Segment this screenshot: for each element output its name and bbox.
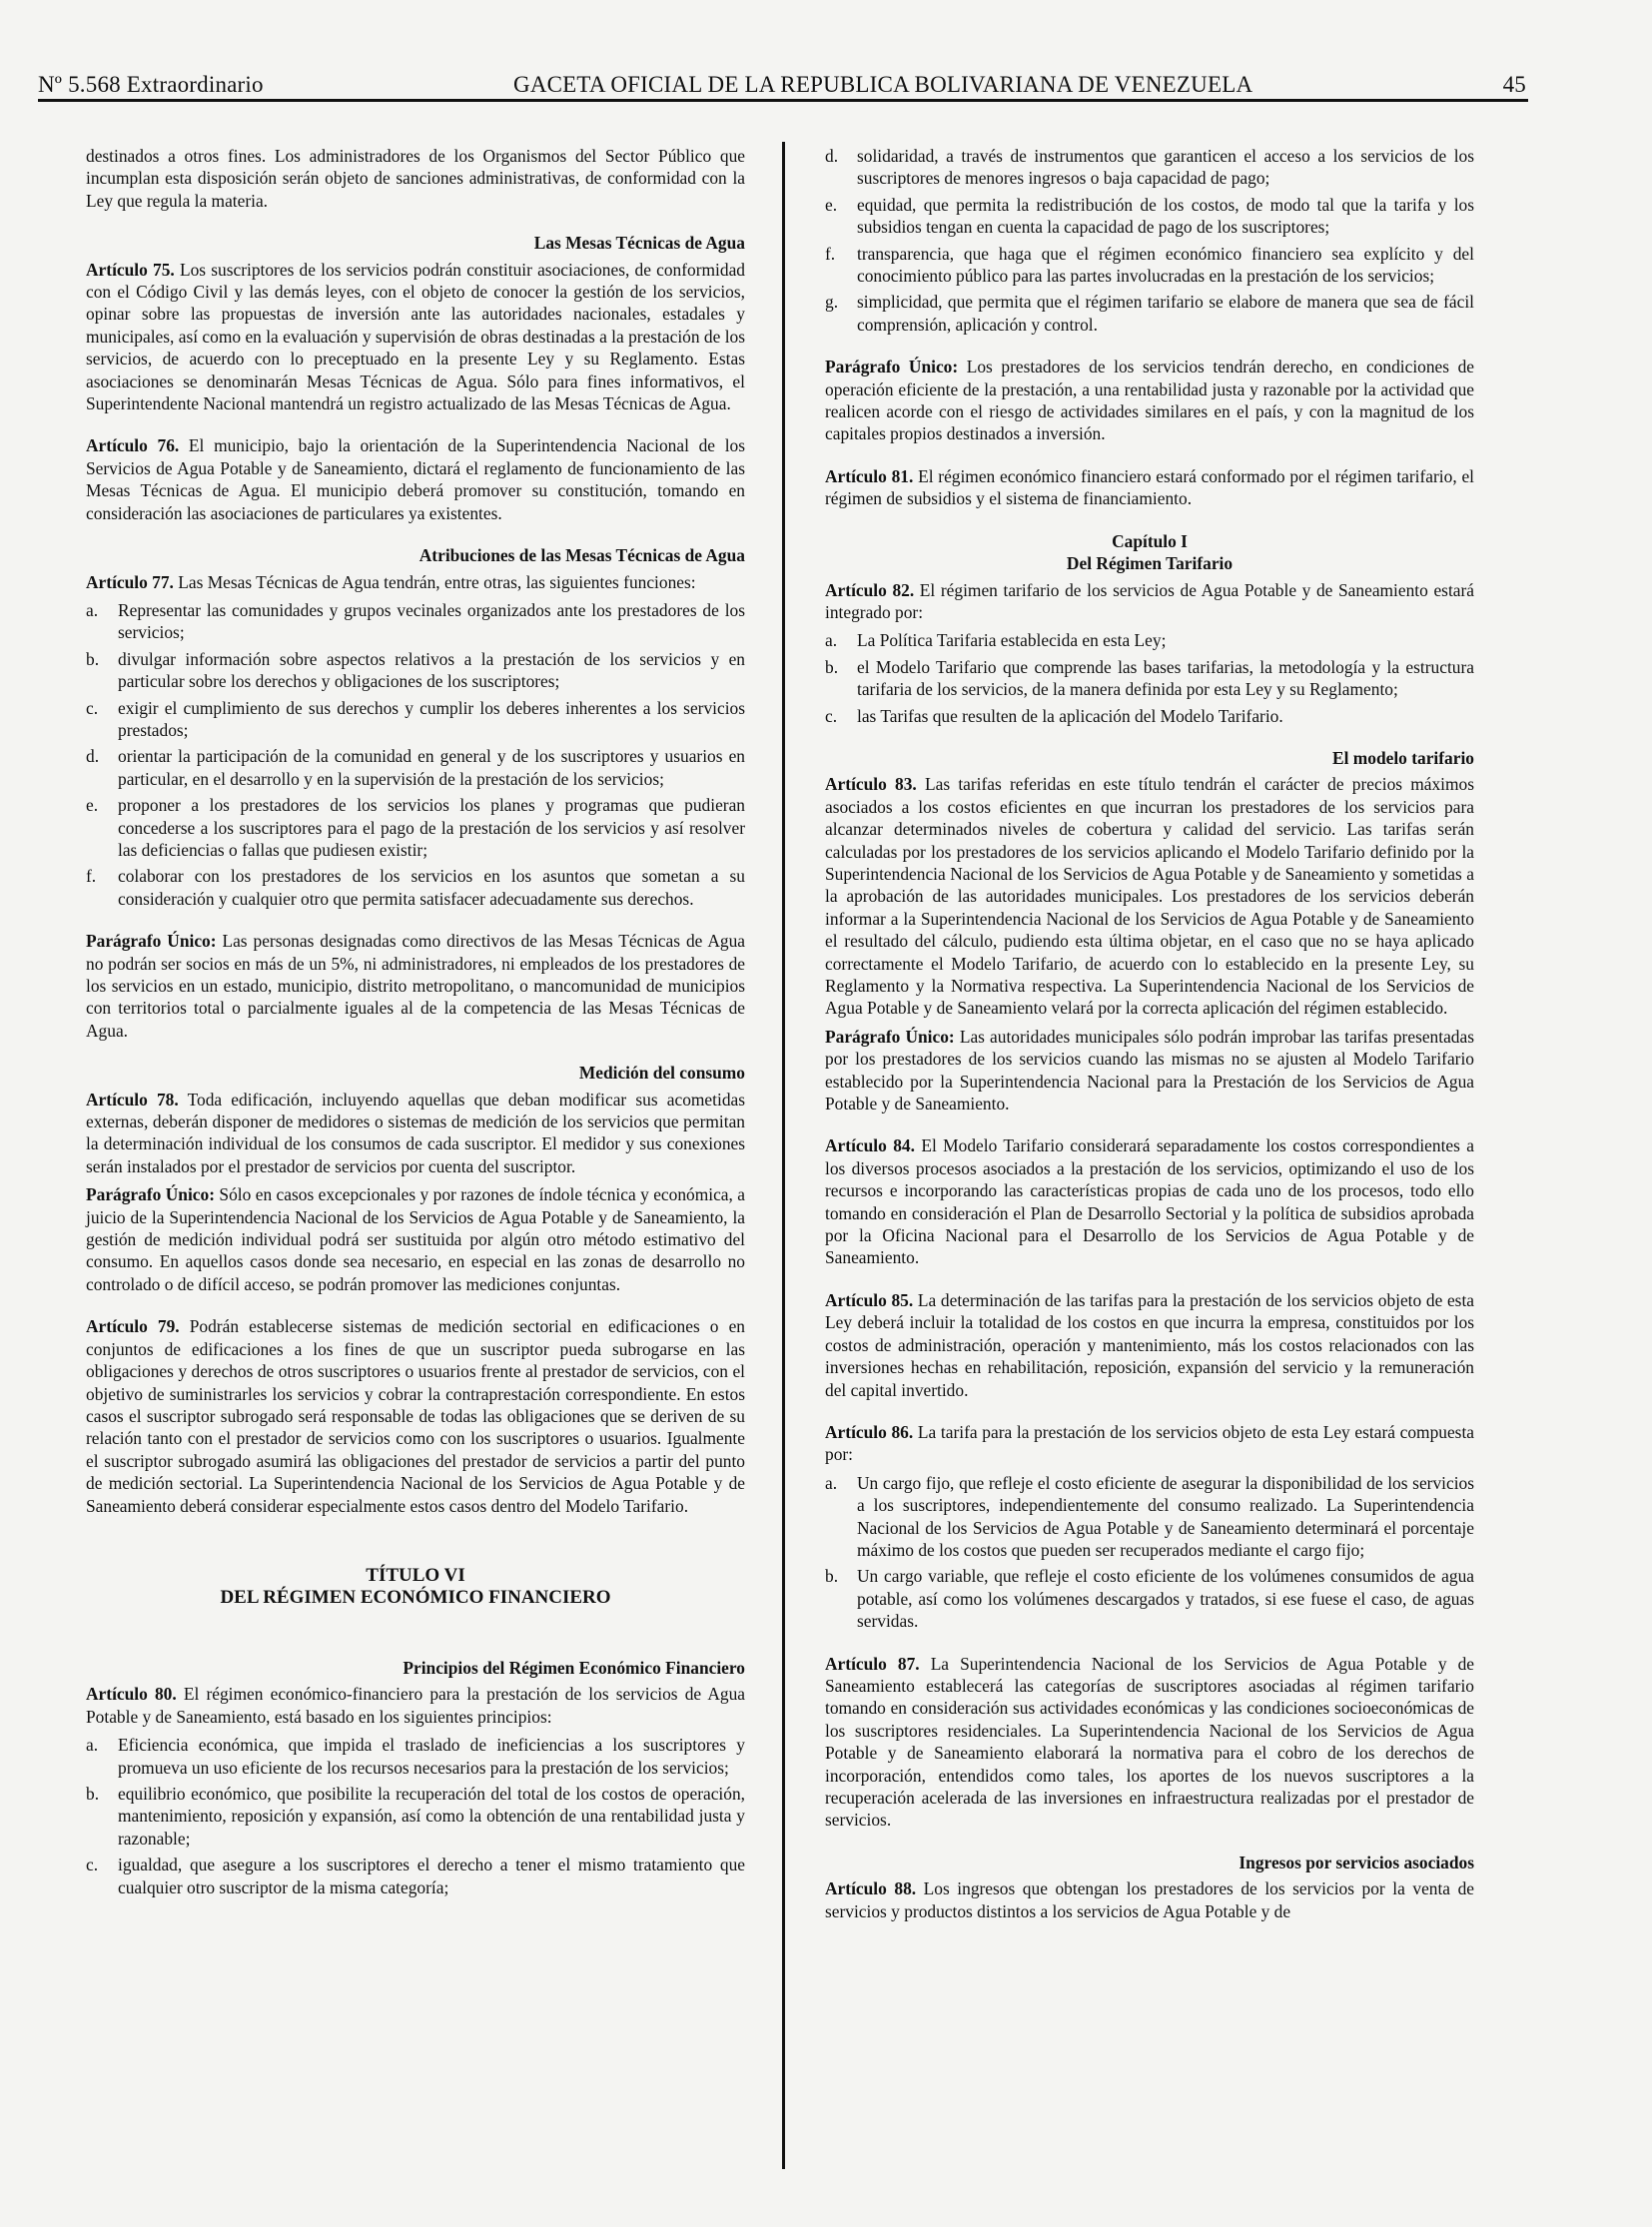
article-label: Artículo 78.	[86, 1089, 179, 1110]
article-text: Los ingresos que obtengan los prestadores de los servicios por la venta de servicios y productos distintos a los servicios de Agua Potable y de	[825, 1878, 1474, 1921]
section-heading-atribuciones: Atribuciones de las Mesas Técnicas de Agua	[418, 545, 745, 566]
list-letter: d.	[825, 146, 839, 166]
list-letter: a.	[825, 1472, 838, 1493]
issue-number: Nº 5.568 Extraordinario	[38, 72, 264, 97]
list-text: transparencia, que haga que el régimen económico financiero sea explícito y del conocimiento público para las partes involucradas en la prestación de los servicios;	[857, 243, 1474, 287]
list-item	[86, 745, 745, 790]
article-81	[825, 465, 1474, 510]
list-item	[825, 145, 1474, 190]
list-item	[825, 1472, 1474, 1562]
list-letter: e.	[86, 795, 99, 816]
article-77-list	[86, 599, 745, 910]
paragrafo-label: Parágrafo Único:	[86, 1184, 216, 1205]
article-text: Los suscriptores de los servicios podrán constituir asociaciones, de conformidad con el Código Civil y las demás leyes, con el objeto de conocer la gestión de los servicios, opinar sobre las propuestas de inversión ante las autoridades nacionales, estadales y municipales, así como en la evaluación y supervisión de obras destinadas a la prestación de los servicios, de acuerdo con lo preceptuado en la presente Ley y su Reglamento. Estas asociaciones se denominarán Mesas Técnicas de Agua. Sólo para fines informativos, el Superintendente Nacional mantendrá un registro actualizado de las Mesas Técnicas de Agua.	[86, 259, 745, 414]
article-80-list	[86, 1734, 745, 1898]
paragrafo-unico-83	[825, 1026, 1474, 1115]
list-text: orientar la participación de la comunidad en general y de los suscriptores y usuarios en particular, en el desarrollo y en la supervisión de la prestación de los servicios;	[118, 746, 745, 789]
list-text: equilibrio económico, que posibilite la recuperación del total de los costos de operación, mantenimiento, reposición y expansión, así como la obtención de una rentabilidad justa y razonable;	[118, 1783, 745, 1849]
list-letter: a.	[86, 599, 99, 620]
list-text: Eficiencia económica, que impida el traslado de ineficiencias a los suscriptores y promueva un uso eficiente de los recursos necesarios para la prestación de los servicios;	[118, 1735, 745, 1778]
list-letter: b.	[86, 1783, 100, 1804]
list-letter: b.	[825, 656, 839, 677]
page-number: 45	[1502, 72, 1526, 97]
paragrafo-unico-77	[86, 930, 745, 1042]
title-vi	[86, 1565, 745, 1609]
article-85	[825, 1289, 1474, 1401]
list-text: solidaridad, a través de instrumentos que garanticen el acceso a los servicios de los suscriptores de menores ingresos o baja capacidad de pago;	[857, 146, 1474, 189]
article-80	[86, 1683, 745, 1728]
article-text: El régimen económico-financiero para la prestación de los servicios de Agua Potable y de Saneamiento, está basado en los siguientes principios:	[86, 1684, 746, 1727]
list-text: Representar las comunidades y grupos vecinales organizados ante los prestadores de los servicios;	[118, 599, 745, 643]
list-item	[825, 656, 1474, 701]
chapter-name: Del Régimen Tarifario	[1066, 553, 1234, 574]
list-text: Un cargo fijo, que refleje el costo eficiente de asegurar la disponibilidad de los servicios a los suscriptores, independientemente del consumo realizado. La Superintendencia Nacional de los Servicios de Agua Potable y de Saneamiento determinará el porcentaje máximo de los costos que pueden ser recuperados mediante el cargo fijo;	[857, 1472, 1474, 1560]
paragrafo-text: Las autoridades municipales sólo podrán improbar las tarifas presentadas por los prestadores de los servicios cuando las mismas no se ajusten al Modelo Tarifario establecido por la Superintendencia Nacional para la Prestación de los Servicios de Agua Potable y de Saneamiento.	[825, 1026, 1474, 1114]
list-text: Un cargo variable, que refleje el costo eficiente de los volúmenes consumidos de agua potable, así como los volúmenes descargados y tratados, si ese fuese el caso, de aguas servidas.	[857, 1566, 1474, 1632]
article-label: Artículo 80.	[86, 1684, 177, 1705]
article-text: Las Mesas Técnicas de Agua tendrán, entre otras, las siguientes funciones:	[173, 571, 696, 592]
list-letter: b.	[825, 1566, 839, 1587]
article-82	[825, 579, 1474, 624]
right-column	[825, 145, 1474, 1942]
left-column	[86, 145, 745, 1918]
list-item	[86, 1734, 745, 1779]
article-label: Artículo 79.	[86, 1316, 180, 1337]
paragrafo-text: Las personas designadas como directivos de las Mesas Técnicas de Agua no podrán ser socios en más de un 5%, ni administradores, ni empleados de los prestadores de los servicios en un estado, municipio, distrito metropolitano, o mancomunidad de municipios con territorios total o parcialmente iguales al de la competencia de las Mesas Técnicas de Agua.	[86, 931, 745, 1041]
paragrafo-unico-80	[825, 356, 1474, 445]
list-text: las Tarifas que resulten de la aplicación del Modelo Tarifario.	[857, 705, 1283, 726]
article-87	[825, 1653, 1474, 1832]
article-text: El municipio, bajo la orientación de la Superintendencia Nacional de los Servicios de Agua Potable y de Saneamiento, dictará el reglamento de funcionamiento de las Mesas Técnicas de Agua. El municipio deberá promover su constitución, tomando en consideración las asociaciones de particulares ya existentes.	[86, 435, 746, 523]
article-text: Toda edificación, incluyendo aquellas que deban modificar sus acometidas externas, deberán disponer de medidores o sistemas de medición de los servicios que permitan la determinación individual de los consumos de cada suscriptor. El medidor y sus conexiones serán instalados por el prestador de servicios por cuenta del suscriptor.	[86, 1089, 745, 1176]
article-text: El Modelo Tarifario considerará separadamente los costos correspondientes a los diversos procesos asociados a la prestación de los servicios, optimizando el uso de los recursos e incorporando las características propias de cada uno de los procesos, todo ello tomando en consideración el Plan de Desarrollo Sectorial y la política de subsidios aprobada por la Oficina Nacional para el Desarrollo de los Servicios de Agua Potable y de Saneamiento.	[825, 1135, 1475, 1268]
article-text: El régimen tarifario de los servicios de Agua Potable y de Saneamiento estará integrado por:	[825, 579, 1475, 622]
article-text: Las tarifas referidas en este título tendrán el carácter de precios máximos asociados a los costos eficientes en que incurran los prestadores de los servicios para alcanzar determinados niveles de cobertura y calidad del servicio. Las tarifas serán calculadas por los prestadores de los servicios aplicando el Modelo Tarifario definido por la Superintendencia Nacional de los Servicios de Agua Potable y de Saneamiento y sometidas a la aprobación de las autoridades municipales. Los prestadores de los servicios deberán informar a la Superintendencia Nacional de los Servicios de Agua Potable y de Saneamiento el resultado del cálculo, pudiendo esta última objetar, en el caso que no se haya aplicado correctamente el Modelo Tarifario, de acuerdo con lo establecido en la presente Ley, su Reglamento y la Normativa respectiva. La Superintendencia Nacional de los Servicios de Agua Potable y de Saneamiento velará por la correcta aplicación del régimen establecido.	[825, 774, 1475, 1019]
article-78	[86, 1089, 745, 1178]
chapter-heading	[825, 530, 1474, 575]
list-item	[825, 705, 1474, 727]
list-item	[825, 194, 1474, 239]
article-label: Artículo 85.	[825, 1289, 914, 1310]
list-item	[86, 599, 745, 644]
article-86	[825, 1421, 1474, 1466]
list-item	[86, 697, 745, 742]
list-item	[86, 1783, 745, 1850]
list-item	[86, 1854, 745, 1898]
paragrafo-label: Parágrafo Único:	[825, 1026, 955, 1047]
article-75	[86, 259, 745, 415]
list-letter: f.	[86, 866, 97, 887]
list-text: colaborar con los prestadores de los servicios en los asuntos que sometan a su consideración y cualquier otro que permita satisfacer adecuadamente sus derechos.	[118, 866, 745, 909]
list-letter: c.	[825, 705, 838, 726]
article-77	[86, 571, 745, 593]
list-item	[86, 648, 745, 693]
paragrafo-text: Los prestadores de los servicios tendrán derecho, en condiciones de operación eficiente de la prestación, a una rentabilidad justa y razonable por la actividad que realicen acorde con el riesgo de actividades similares en el país, y con la magnitud de los capitales propios destinados a inversión.	[825, 357, 1475, 444]
article-text: La determinación de las tarifas para la prestación de los servicios objeto de esta Ley deberá incluir la totalidad de los costos en que incurra la empresa, constituidos por los costos de administración, operación y mantenimiento, más los costos relacionados con las inversiones hechas en rehabilitación, reposición, expansión del servicio y la remuneración del capital invertido.	[825, 1289, 1475, 1400]
list-text: equidad, que permita la redistribución de los costos, de modo tal que la tarifa y los subsidios tengan en cuenta la capacidad de pago de los suscriptores;	[857, 194, 1474, 238]
article-84	[825, 1134, 1474, 1268]
page-header	[38, 72, 1526, 98]
paragraph-continuation: destinados a otros fines. Los administradores de los Organismos del Sector Público que incumplan esta disposición serán objeto de sanciones administrativas, de conformidad con la Ley que regula la materia.	[86, 146, 745, 211]
list-item	[825, 1565, 1474, 1632]
paragrafo-text: Sólo en casos excepcionales y por razones de índole técnica y económica, a juicio de la Superintendencia Nacional de los Servicios de Agua Potable y de Saneamiento, la gestión de medición individual podrá ser sustituida por algún otro método estimativo del consumo. En aquellos casos donde sea necesario, en especial en las zonas de desarrollo no controlado o de difícil acceso, se podrán promover las mediciones conjuntas.	[86, 1184, 746, 1294]
list-item	[825, 629, 1474, 651]
list-item	[86, 865, 745, 910]
list-text: igualdad, que asegure a los suscriptores el derecho a tener el mismo tratamiento que cualquier otro suscriptor de la misma categoría;	[118, 1855, 745, 1897]
list-text: simplicidad, que permita que el régimen tarifario se elabore de manera que sea de fácil comprensión, aplicación y control.	[857, 292, 1474, 335]
article-label: Artículo 77.	[86, 571, 174, 592]
article-label: Artículo 75.	[86, 259, 175, 280]
list-text: divulgar información sobre aspectos relativos a la prestación de los servicios y en particular sobre los derechos y obligaciones de los suscriptores;	[118, 648, 745, 692]
list-item	[825, 291, 1474, 336]
article-label: Artículo 82.	[825, 579, 915, 600]
article-82-list	[825, 629, 1474, 727]
article-label: Artículo 86.	[825, 1421, 914, 1442]
article-text: La Superintendencia Nacional de los Servicios de Agua Potable y de Saneamiento establecerá las categorías de suscriptores asociadas al régimen tarifario tomando en consideración sus actividades económicas y las condiciones socioeconómicas de los suscriptores residenciales. La Superintendencia Nacional de los Servicios de Agua Potable y de Saneamiento elaborará la normativa para el cobro de los derechos de incorporación, entendidos como tales, los aportes de los nuevos suscriptores a la recuperación acelerada de las inversiones en infraestructura realizadas por el prestador de servicios.	[825, 1653, 1474, 1831]
list-text: proponer a los prestadores de los servicios los planes y programas que pudieran concederse a los suscriptores para el pago de la prestación de los servicios y así resolver las deficiencias o fallas que pudiesen existir;	[118, 795, 745, 860]
article-label: Artículo 84.	[825, 1135, 915, 1156]
article-label: Artículo 87.	[825, 1653, 920, 1674]
title-number: TÍTULO VI	[366, 1564, 465, 1586]
list-letter: b.	[86, 648, 100, 669]
article-text: La tarifa para la prestación de los servicios objeto de esta Ley estará compuesta por:	[825, 1421, 1475, 1465]
section-heading-principios: Principios del Régimen Económico Financiero	[403, 1657, 745, 1678]
article-text: El régimen económico financiero estará conformado por el régimen tarifario, el régimen de subsidios y el sistema de financiamiento.	[825, 465, 1474, 509]
list-letter: d.	[86, 746, 100, 767]
list-letter: e.	[825, 194, 838, 215]
chapter-number: Capítulo I	[1112, 530, 1188, 551]
article-label: Artículo 83.	[825, 774, 917, 795]
list-letter: a.	[825, 630, 838, 651]
article-86-list	[825, 1472, 1474, 1633]
section-heading-ingresos: Ingresos por servicios asociados	[1239, 1852, 1474, 1872]
paragrafo-unico-78	[86, 1183, 745, 1295]
title-name: DEL RÉGIMEN ECONÓMICO FINANCIERO	[220, 1586, 611, 1608]
list-text: el Modelo Tarifario que comprende las bases tarifarias, la metodología y la estructura tarifaria de los servicios, de la manera definida por esta Ley y su Reglamento;	[857, 656, 1474, 700]
article-79	[86, 1315, 745, 1517]
section-heading-medicion: Medición del consumo	[578, 1063, 745, 1084]
paragrafo-label: Parágrafo Único:	[86, 931, 217, 952]
article-83	[825, 773, 1474, 1019]
article-76	[86, 434, 745, 524]
column-divider	[782, 142, 785, 2169]
list-letter: g.	[825, 292, 839, 313]
list-item	[825, 243, 1474, 288]
section-heading-modelo-tarifario: El modelo tarifario	[1332, 747, 1474, 768]
article-88	[825, 1877, 1474, 1922]
article-label: Artículo 88.	[825, 1878, 917, 1899]
list-letter: a.	[86, 1735, 99, 1756]
section-heading-mesas-tecnicas: Las Mesas Técnicas de Agua	[533, 233, 745, 254]
list-text: exigir el cumplimiento de sus derechos y cumplir los deberes inherentes a los servicios prestados;	[118, 697, 745, 740]
article-label: Artículo 81.	[825, 465, 914, 486]
article-text: Podrán establecerse sistemas de medición sectorial en edificaciones o en conjuntos de edificaciones a los fines de que un suscriptor pueda subrogarse en las obligaciones y derechos de otros suscriptores o usuarios frente al prestador de servicios, con el objetivo de suministrarles los servicios y cobrar la contraprestación correspondiente. En estos casos el suscriptor subrogado será responsable de todas las obligaciones que se deriven de su relación tanto con el prestador de servicios como con los suscriptores o usuarios. Igualmente el suscriptor subrogado asumirá las obligaciones del prestador de servicios a partir del punto de medición sectorial. La Superintendencia Nacional de los Servicios de Agua Potable y de Saneamiento deberá considerar especialmente estos casos dentro del Modelo Tarifario.	[86, 1316, 746, 1516]
list-text: La Política Tarifaria establecida en esta Ley;	[857, 630, 1167, 651]
gazette-title: GACETA OFICIAL DE LA REPUBLICA BOLIVARIANA DE VENEZUELA	[513, 72, 1253, 97]
list-letter: c.	[86, 697, 99, 718]
list-item	[86, 794, 745, 861]
list-letter: c.	[86, 1855, 99, 1875]
article-80-list-continued	[825, 145, 1474, 336]
header-rule	[38, 99, 1528, 102]
article-label: Artículo 76.	[86, 435, 180, 456]
list-letter: f.	[825, 243, 836, 264]
paragrafo-label: Parágrafo Único:	[825, 357, 959, 377]
